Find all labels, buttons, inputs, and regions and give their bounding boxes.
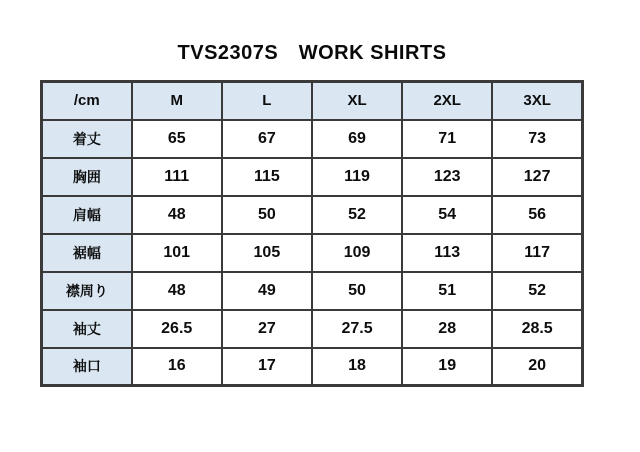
size-value: 67 <box>222 120 312 158</box>
size-value: 20 <box>492 348 582 386</box>
table-header-row <box>42 82 583 120</box>
size-value: 65 <box>132 120 222 158</box>
size-value: 113 <box>402 234 492 272</box>
size-value: 51 <box>402 272 492 310</box>
size-value: 117 <box>492 234 582 272</box>
size-value: 115 <box>222 158 312 196</box>
size-value: 52 <box>312 196 402 234</box>
size-value: 28 <box>402 310 492 348</box>
table-row <box>42 310 583 348</box>
size-value: 48 <box>132 272 222 310</box>
size-value: 28.5 <box>492 310 582 348</box>
table-row <box>42 158 583 196</box>
size-value: 52 <box>492 272 582 310</box>
size-value: 101 <box>132 234 222 272</box>
size-value: 16 <box>132 348 222 386</box>
size-value: 27.5 <box>312 310 402 348</box>
unit-header-cell: /cm <box>42 82 132 120</box>
size-value: 49 <box>222 272 312 310</box>
size-value: 119 <box>312 158 402 196</box>
size-value: 19 <box>402 348 492 386</box>
size-value: 54 <box>402 196 492 234</box>
size-value: 50 <box>312 272 402 310</box>
column-header-xl: XL <box>312 82 402 120</box>
table-row <box>42 234 583 272</box>
row-label-chest: 胸囲 <box>42 158 132 196</box>
column-header-3xl: 3XL <box>492 82 582 120</box>
page-title: TVS2307S WORK SHIRTS <box>177 42 447 64</box>
size-value: 18 <box>312 348 402 386</box>
table-row <box>42 196 583 234</box>
size-value: 111 <box>132 158 222 196</box>
row-label-body-length: 着丈 <box>42 120 132 158</box>
row-label-collar: 襟周り <box>42 272 132 310</box>
row-label-hem-width: 裾幅 <box>42 234 132 272</box>
column-header-2xl: 2XL <box>402 82 492 120</box>
row-label-shoulder-width: 肩幅 <box>42 196 132 234</box>
row-label-sleeve-length: 袖丈 <box>42 310 132 348</box>
size-value: 26.5 <box>132 310 222 348</box>
size-value: 56 <box>492 196 582 234</box>
size-value: 50 <box>222 196 312 234</box>
column-header-l: L <box>222 82 312 120</box>
size-value: 27 <box>222 310 312 348</box>
table-row <box>42 348 583 386</box>
column-header-m: M <box>132 82 222 120</box>
row-label-cuff: 袖口 <box>42 348 132 386</box>
size-value: 109 <box>312 234 402 272</box>
size-value: 127 <box>492 158 582 196</box>
size-chart-table <box>40 80 584 387</box>
size-value: 17 <box>222 348 312 386</box>
table-row <box>42 120 583 158</box>
size-value: 73 <box>492 120 582 158</box>
size-value: 105 <box>222 234 312 272</box>
table-row <box>42 272 583 310</box>
size-value: 48 <box>132 196 222 234</box>
size-value: 123 <box>402 158 492 196</box>
size-value: 71 <box>402 120 492 158</box>
size-value: 69 <box>312 120 402 158</box>
